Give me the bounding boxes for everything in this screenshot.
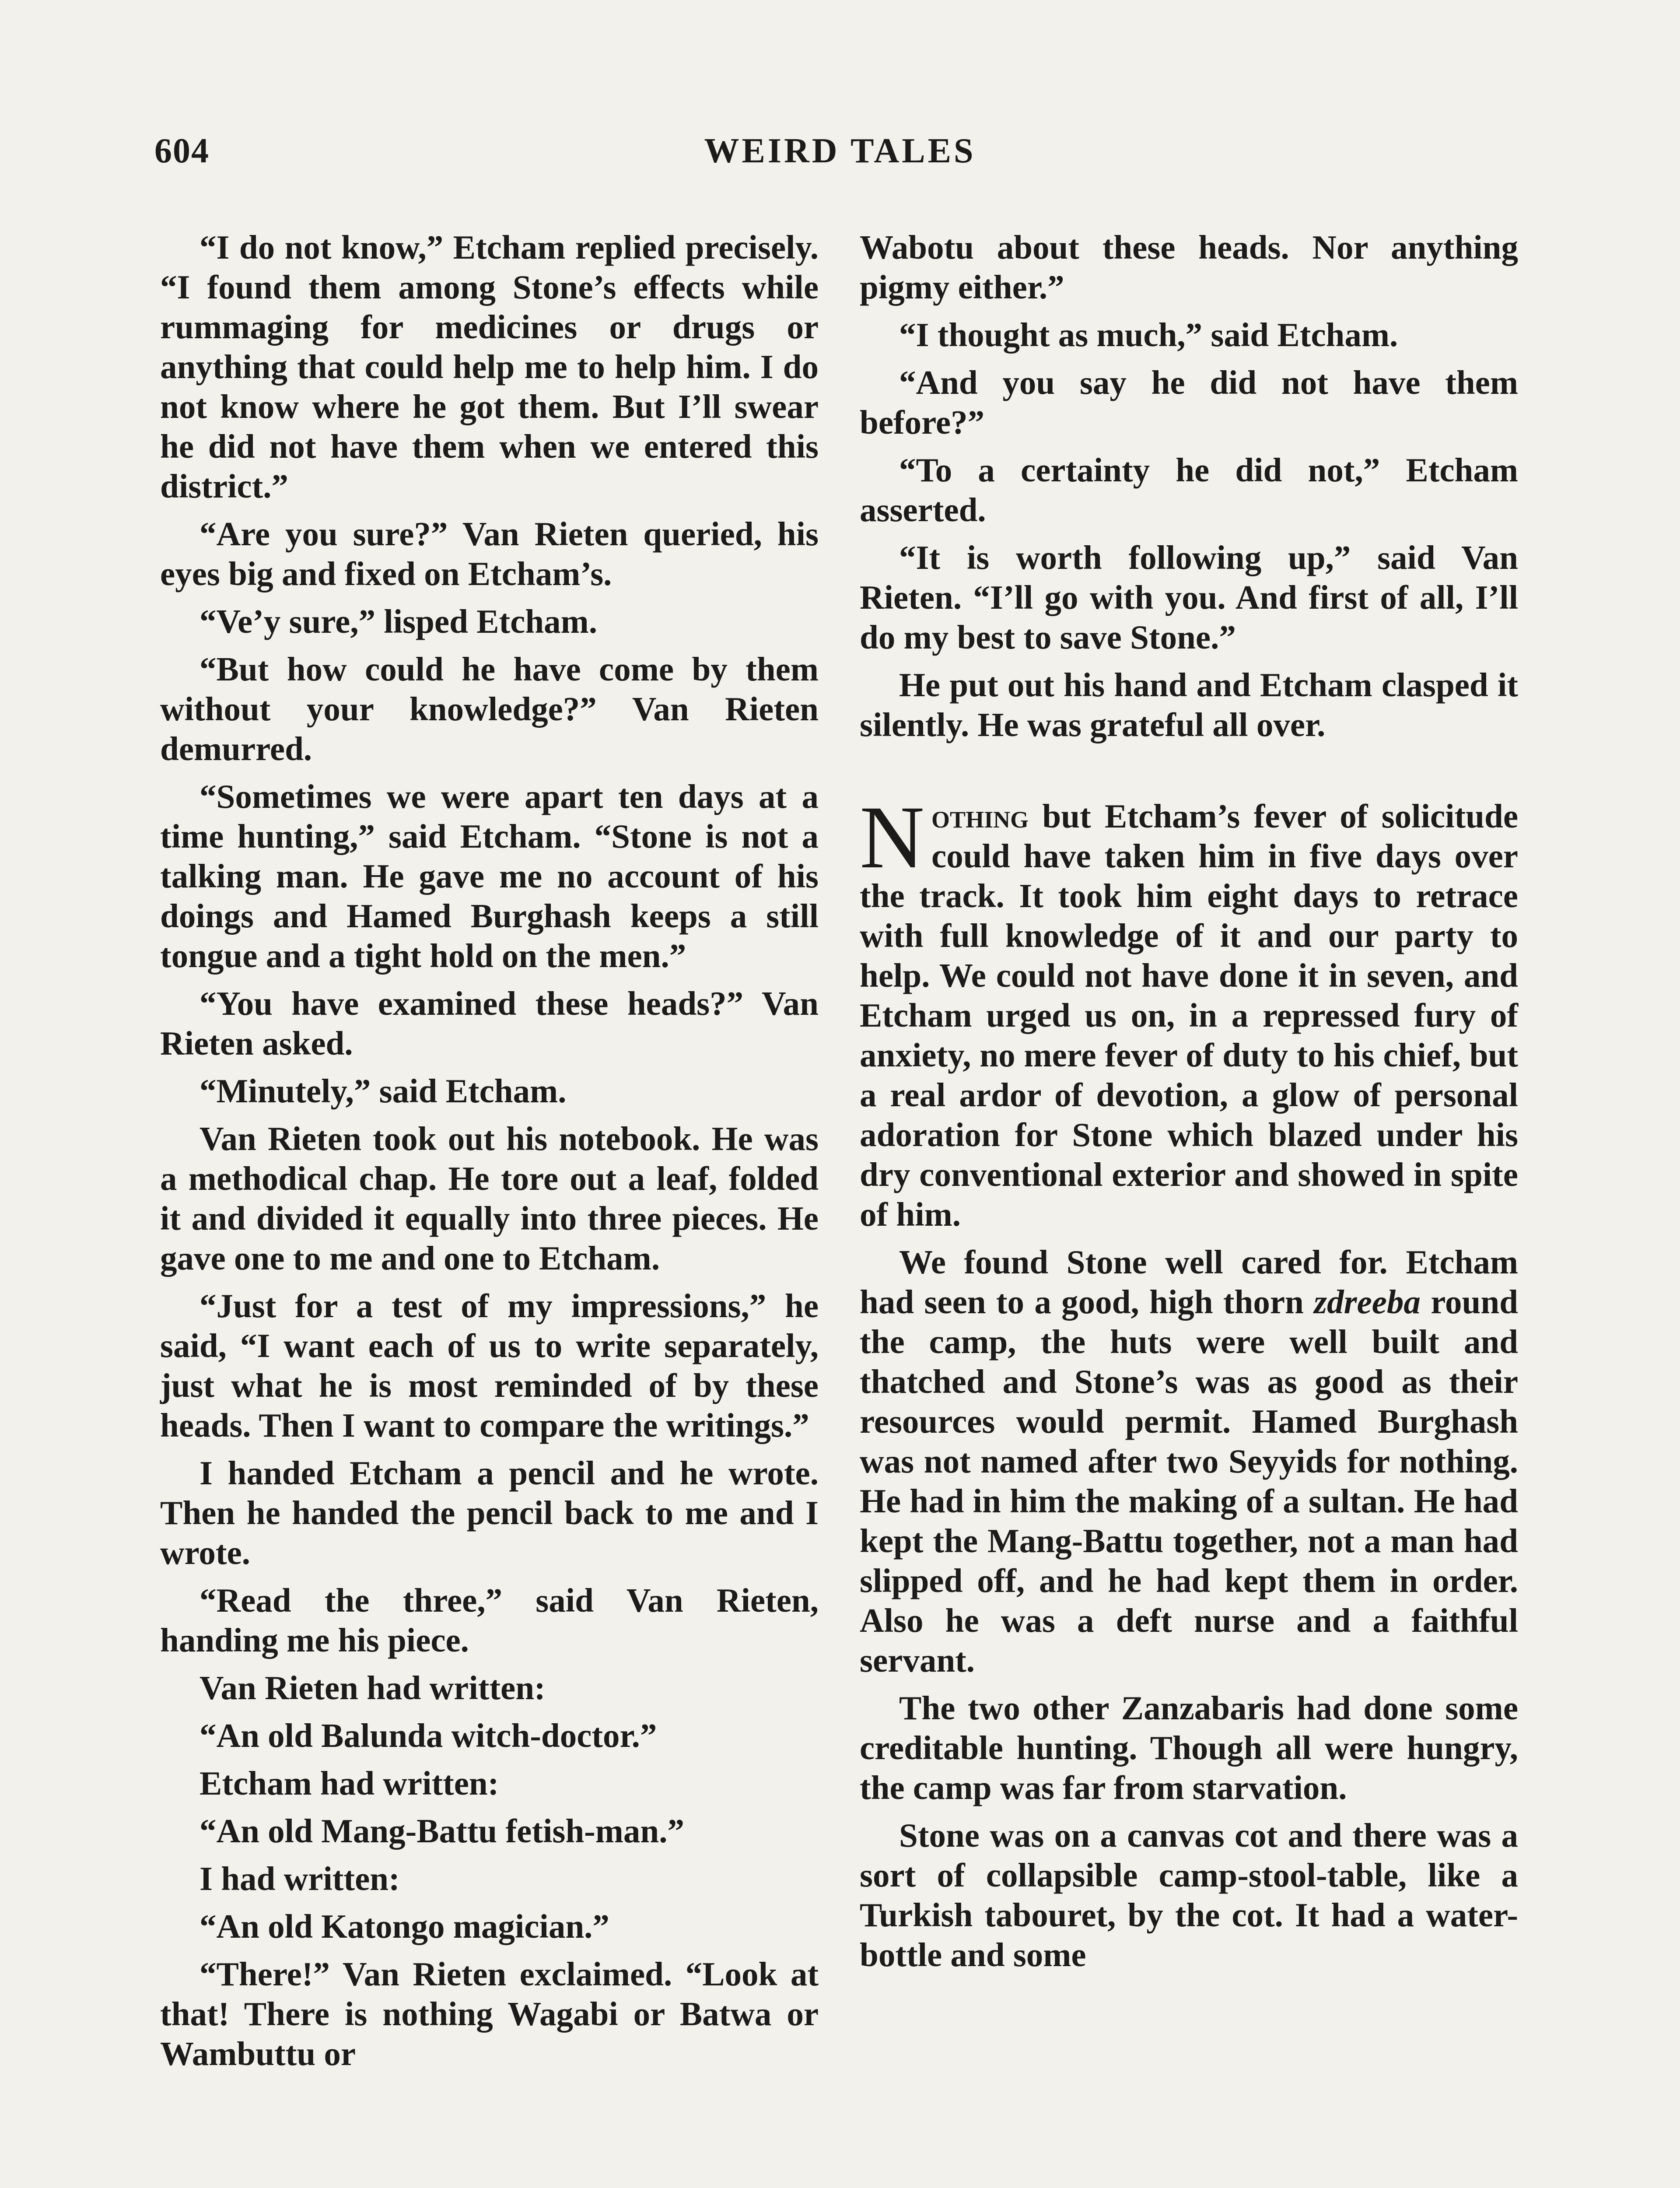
small-caps-lead: othing xyxy=(931,797,1029,835)
right-column xyxy=(860,228,1518,1983)
dropcap-paragraph xyxy=(860,788,1518,1234)
left-column xyxy=(160,228,819,2082)
italic-word: zdreeba xyxy=(1314,1283,1421,1321)
paragraph: Etcham had written: xyxy=(200,1764,499,1802)
paragraph: “I do not know,” Etcham replied precisely. “I found them among Stone’s effects while rummaging for medicines or drugs or anything that could help me to help him. I do not know where he got them. But I’ll swear he did not have them when we entered this district.” xyxy=(160,228,819,505)
paragraph: I handed Etcham a pencil and he wrote. Then he handed the pencil back to me and I wrote. xyxy=(160,1454,819,1571)
paragraph: “Ve’y sure,” lisped Etcham. xyxy=(200,603,598,640)
paragraph: “There!” Van Rieten exclaimed. “Look at that! There is nothing Wagabi or Batwa or Wambuttu or xyxy=(160,1955,819,2072)
paragraph: “Are you sure?” Van Rieten queried, his eyes big and fixed on Etcham’s. xyxy=(160,515,819,593)
paragraph: “An old Mang-Battu fetish-man.” xyxy=(200,1812,685,1850)
paragraph: Van Rieten took out his notebook. He was a methodical chap. He tore out a leaf, folded it and divided it equally into three pieces. He gave one to me and one to Etcham. xyxy=(160,1120,819,1277)
paragraph: He put out his hand and Etcham clasped it silently. He was grateful all over. xyxy=(860,666,1518,743)
paragraph: I had written: xyxy=(200,1860,400,1897)
paragraph: “I thought as much,” said Etcham. xyxy=(899,316,1398,354)
page-number: 604 xyxy=(154,132,210,170)
paragraph: “Sometimes we were apart ten days at a time hunting,” said Etcham. “Stone is not a talking man. He gave me no account of his doings and Hamed Burghash keeps a still tongue and a tight hold on the men.” xyxy=(160,778,819,975)
paragraph xyxy=(860,1242,1518,1680)
paragraph: “It is worth following up,” said Van Rieten. “I’ll go with you. And first of all, I’ll do my best to save Stone.” xyxy=(860,539,1518,656)
paragraph: “You have examined these heads?” Van Rieten asked. xyxy=(160,985,819,1062)
paragraph: “Read the three,” said Van Rieten, handing me his piece. xyxy=(160,1581,819,1659)
drop-cap: N xyxy=(860,788,925,887)
paragraph: “Just for a test of my impressions,” he said, “I want each of us to write separately, just what he is most reminded of by these heads. Then I want to compare the writings.” xyxy=(160,1287,819,1444)
paragraph: “An old Balunda witch-doctor.” xyxy=(200,1717,657,1754)
paragraph: The two other Zanzabaris had done some creditable hunting. Though all were hungry, the camp was far from starvation. xyxy=(860,1689,1518,1806)
paragraph: Wabotu about these heads. Nor anything pigmy either.” xyxy=(860,228,1518,306)
paragraph-text: but Etcham’s fever of solicitude could have taken him in five days over the track. It took him eight days to retrace with full knowledge of it and our party to help. We could not have done it in seven, and Etcham urged us on, in a repressed fury of anxiety, no mere fever of duty to his chief, but a real ardor of devotion, a glow of personal adoration for Stone which blazed under his dry conventional exterior and showed in spite of him. xyxy=(860,797,1518,1233)
paragraph: “To a certainty he did not,” Etcham asserted. xyxy=(860,451,1518,529)
running-head: WEIRD TALES xyxy=(704,132,976,170)
section-break xyxy=(860,753,1518,796)
paragraph: Stone was on a canvas cot and there was a sort of collapsible camp-stool-table, like a Turkish tabouret, by the cot. It had a water-bottle and some xyxy=(860,1816,1518,1974)
paragraph: “An old Katongo magician.” xyxy=(200,1907,609,1945)
paragraph: “Minutely,” said Etcham. xyxy=(200,1072,567,1110)
paragraph-text: round the camp, the huts were well built and thatched and Stone’s was as good as their resources would permit. Hamed Burghash was not named after two Seyyids for nothing. He had in him the making of a sultan. He had kept the Mang-Battu together, not a man had slipped off, and he had kept them in order. Also he was a deft nurse and a faithful servant. xyxy=(860,1283,1518,1679)
paragraph-text: We found Stone well cared for. Etcham had seen to a good, high thorn xyxy=(860,1243,1518,1321)
paragraph: Van Rieten had written: xyxy=(200,1669,546,1707)
paragraph: “But how could he have come by them without your knowledge?” Van Rieten demurred. xyxy=(160,650,819,768)
paragraph: “And you say he did not have them before?” xyxy=(860,364,1518,441)
